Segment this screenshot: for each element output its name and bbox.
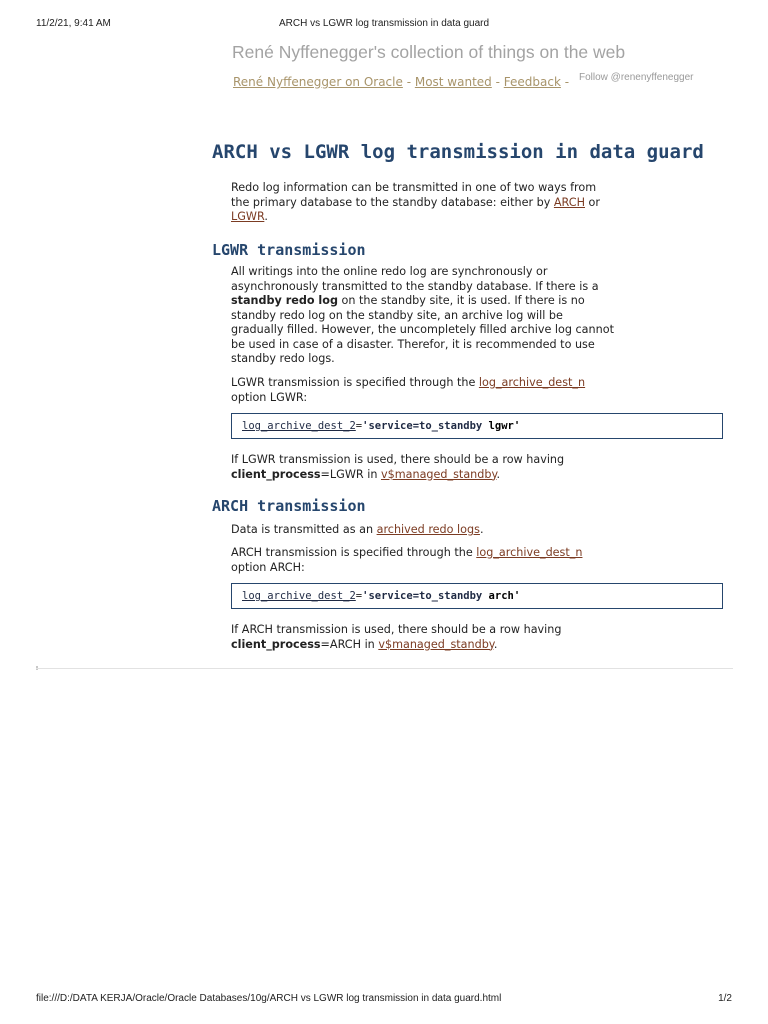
arch-text: If ARCH transmission is used, there should be a row having	[231, 623, 562, 636]
arch-text: .	[493, 637, 498, 651]
arch-paragraph-3	[231, 623, 616, 652]
code-keyword: arch'	[482, 590, 521, 602]
code-block-arch	[231, 583, 723, 609]
lgwr-text: .	[496, 467, 501, 481]
print-file-path: file:///D:/DATA KERJA/Oracle/Oracle Databases/10g/ARCH vs LGWR log transmission in data guard.html	[36, 993, 502, 1004]
arch-paragraph-1	[231, 523, 616, 538]
link-lgwr[interactable]: LGWR	[231, 210, 265, 223]
intro-paragraph	[231, 181, 616, 225]
arch-paragraph-2	[231, 546, 616, 575]
nav-separator: -	[402, 75, 415, 89]
code-operator: =	[355, 590, 363, 602]
code-string: 'service=to_standby	[362, 590, 483, 602]
code-line	[242, 420, 520, 432]
site-nav	[233, 75, 569, 89]
term-client-process: client_process	[231, 467, 321, 481]
code-block-lgwr	[231, 413, 723, 439]
code-identifier: log_archive_dest_2	[242, 420, 356, 432]
footer-divider	[36, 668, 733, 669]
link-arch[interactable]: ARCH	[553, 195, 585, 209]
intro-text: Redo log information can be transmitted in one of two ways from the primary database to the standby database: either by	[231, 181, 597, 209]
lgwr-text: option LGWR:	[231, 390, 308, 404]
follow-twitter-link[interactable]: Follow @renenyffenegger	[579, 72, 694, 83]
lgwr-text: LGWR transmission is specified through the	[231, 376, 479, 389]
heading-lgwr-transmission: LGWR transmission	[212, 241, 366, 259]
arch-text: option ARCH:	[231, 560, 305, 574]
lgwr-paragraph-3	[231, 453, 616, 482]
code-string: 'service=to_standby	[362, 420, 483, 432]
page-title: ARCH vs LGWR log transmission in data guard	[212, 141, 704, 163]
nav-separator: -	[491, 75, 504, 89]
code-line	[242, 590, 520, 602]
intro-text: .	[264, 210, 268, 223]
lgwr-text: =LGWR in	[320, 467, 381, 481]
link-log-archive-dest-n[interactable]: log_archive_dest_n	[476, 546, 583, 559]
arch-text: Data is transmitted as an	[231, 523, 377, 536]
arch-text: =ARCH in	[320, 637, 379, 651]
term-client-process: client_process	[231, 637, 321, 651]
lgwr-text: on the standby site, it is used. If there is no standby redo log on the standby site, an archive log will be gradually filled. However, the uncompletely filled archive log cannot be used in case of a disaster. Therefor, it is recommended to use standby redo logs.	[231, 294, 614, 365]
nav-separator: -	[560, 75, 570, 89]
site-title: René Nyffenegger's collection of things on the web	[232, 42, 626, 62]
print-footer	[36, 993, 732, 1007]
lgwr-text: All writings into the online redo log are synchronously or asynchronously transmitted to the standby database. If there is a	[231, 265, 599, 293]
nav-link-most-wanted[interactable]: Most wanted	[414, 75, 492, 89]
heading-arch-transmission: ARCH transmission	[212, 497, 366, 515]
code-keyword: lgwr'	[482, 420, 521, 432]
term-standby-redo-log: standby redo log	[231, 294, 338, 307]
print-header	[36, 18, 732, 32]
nav-link-oracle[interactable]: René Nyffenegger on Oracle	[233, 75, 403, 89]
link-archived-redo-logs[interactable]: archived redo logs	[376, 523, 480, 536]
arch-text: ARCH transmission is specified through the	[231, 546, 477, 559]
print-doc-title: ARCH vs LGWR log transmission in data guard	[278, 18, 490, 29]
code-operator: =	[355, 420, 363, 432]
lgwr-paragraph-2	[231, 376, 616, 405]
arch-text: .	[479, 523, 484, 536]
nav-link-feedback[interactable]: Feedback	[503, 75, 561, 89]
link-v-managed-standby[interactable]: v$managed_standby	[380, 467, 497, 481]
lgwr-paragraph-1	[231, 265, 616, 367]
print-datetime: 11/2/21, 9:41 AM	[36, 18, 111, 29]
link-v-managed-standby[interactable]: v$managed_standby	[378, 637, 494, 651]
lgwr-text: If LGWR transmission is used, there should be a row having	[231, 453, 565, 466]
print-page-number: 1/2	[718, 993, 732, 1004]
code-identifier: log_archive_dest_2	[242, 590, 356, 602]
intro-text: or	[585, 195, 601, 209]
link-log-archive-dest-n[interactable]: log_archive_dest_n	[478, 376, 586, 389]
